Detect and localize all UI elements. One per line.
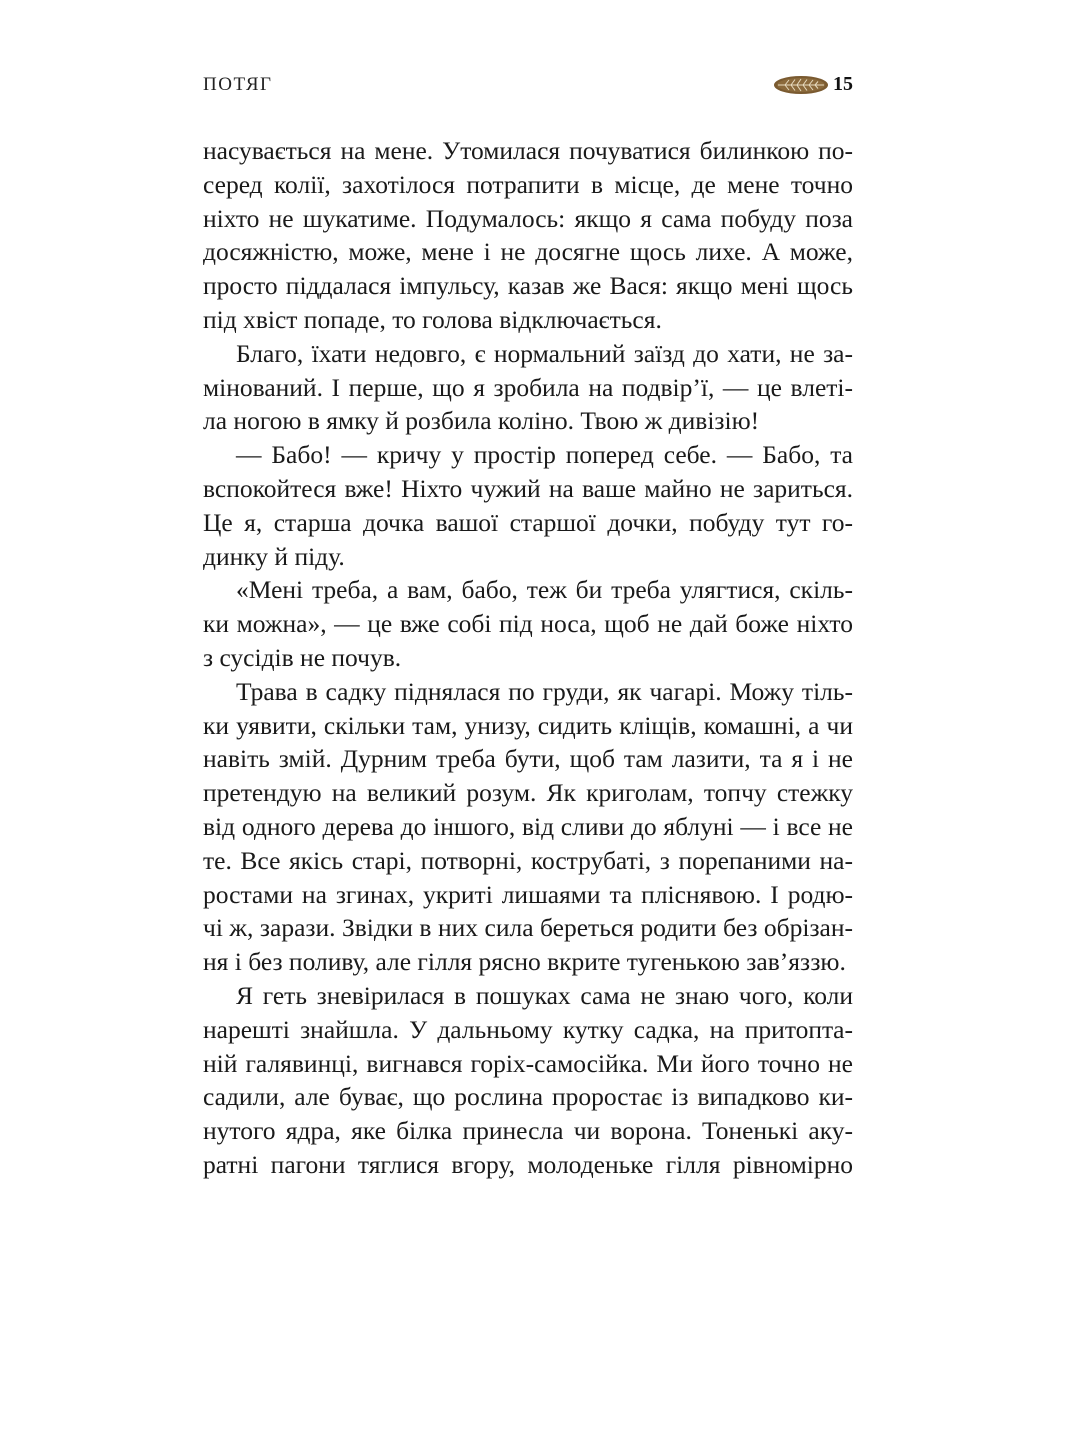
text-line: мінований. І перше, що я зробила на подвір’ї, — це влеті- [203, 372, 853, 402]
text-line: садили, але буває, що рослина проростає із випадково ки- [203, 1082, 853, 1112]
text-line: ки можна», — це вже собі під носа, щоб не дай боже ніхто [203, 609, 853, 639]
text-line: — Бабо! — кричу у простір поперед себе. — Бабо, та [236, 440, 853, 470]
text-line: те. Все якісь старі, потворні, кострубаті, з порепаними на- [203, 845, 853, 875]
text-line: від одного дерева до іншого, від сливи до яблуні — і все не [203, 811, 853, 841]
running-head [203, 70, 853, 102]
text-line: нарешті знайшла. У дальньому кутку садка, на притоптa- [203, 1014, 853, 1044]
text-line: претендую на великий розум. Як криголам, топчу стежку [203, 778, 853, 808]
text-line: ки уявити, скільки там, унизу, сидить кліщів, комашні, а чи [203, 710, 853, 740]
text-line: нутого ядра, яке білка принесла чи ворона. Тоненькі аку- [203, 1116, 853, 1146]
text-line: просто піддалася імпульсу, казав же Вася: якщо мені щось [203, 271, 853, 301]
text-line: Це я, старша дочка вашої старшої дочки, побуду тут го- [203, 507, 853, 537]
text-line: динку й піду. [203, 541, 345, 571]
wheat-leaf-ornament-icon [773, 74, 829, 96]
text-line: ратні пагони тяглися вгору, молоденьке гілля рівномірно [203, 1149, 853, 1179]
text-line: Я геть зневірилася в пошуках сама не знаю чого, коли [236, 980, 853, 1010]
text-line: ній галявинці, вигнався горіх-самосійка. Ми його точно не [203, 1048, 853, 1078]
running-title: ПОТЯГ [203, 74, 273, 95]
text-line: вспокойтеся вже! Ніхто чужий на ваше майно не зариться. [203, 473, 853, 503]
text-line: досяжністю, може, мене і не досягне щось лихе. А може, [203, 237, 853, 267]
text-line: ня і без поливу, але гілля рясно вкрите тугенькою зав’яззю. [203, 947, 846, 977]
text-line: навіть змій. Дурним треба бути, щоб там лазити, та я і не [203, 744, 853, 774]
text-line: Благо, їхати недовго, є нормальний заїзд до хати, не за- [236, 338, 853, 368]
text-line: насувається на мене. Утомилася почуватися билинкою по- [203, 136, 853, 165]
page-number: 15 [833, 73, 853, 95]
text-line: «Мені треба, а вам, бабо, теж би треба улягтися, скіль- [236, 575, 853, 605]
text-line: чі ж, зарази. Звідки в них сила береться родити без обрізан- [203, 913, 853, 943]
text-line: ніхто не шукатиме. Подумалось: якщо я сама побуду поза [203, 203, 853, 233]
text-line: з сусідів не почув. [203, 642, 402, 672]
text-line: ла ногою в ямку й розбила коліно. Твою ж дивізію! [203, 406, 760, 436]
body-text [203, 134, 853, 1182]
text-line: Трава в садку піднялася по груди, як чагарі. Можу тіль- [236, 676, 853, 706]
text-line: ростами на згинах, укриті лишаями та пліснявою. І родю- [203, 879, 853, 909]
text-line: серед колії, захотілося потрапити в місце, де мене точно [203, 169, 853, 199]
text-line: під хвіст попаде, то голова відключається. [203, 304, 662, 334]
